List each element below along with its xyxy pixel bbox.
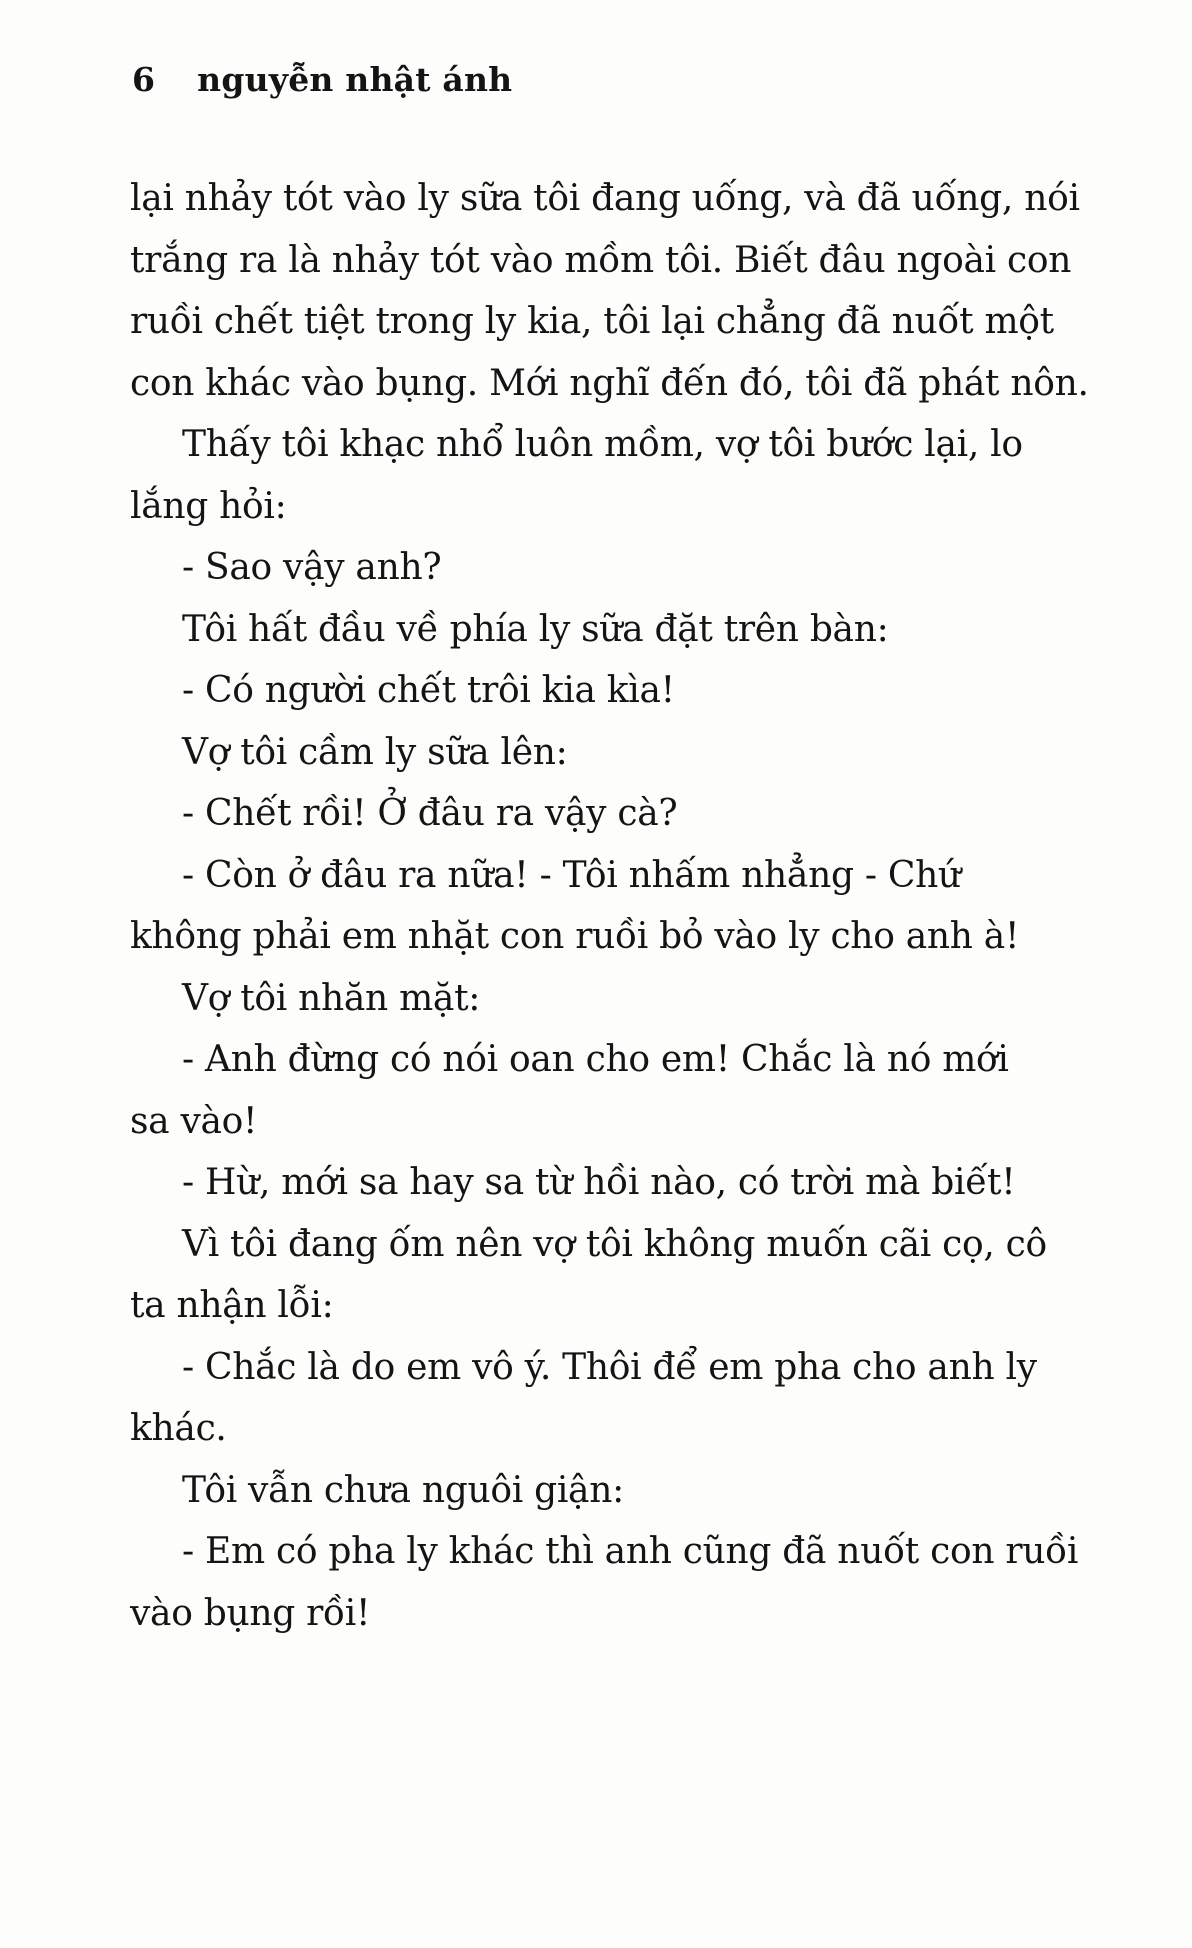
paragraph xyxy=(130,968,1110,1030)
paragraph xyxy=(130,1152,1110,1214)
author-name: nguyễn nhật ánh xyxy=(197,60,513,99)
text-line: - Có người chết trôi kia kìa! xyxy=(182,670,675,711)
text-line: - Chết rồi! Ở đâu ra vậy cà? xyxy=(182,793,678,834)
text-line: lắng hỏi: xyxy=(130,485,287,527)
paragraph xyxy=(130,599,1110,661)
text-line: ta nhận lỗi: xyxy=(130,1285,334,1326)
text-line: Vì tôi đang ốm nên vợ tôi không muốn cãi cọ, cô xyxy=(182,1223,1047,1265)
text-line: Thấy tôi khạc nhổ luôn mồm, vợ tôi bước lại, lo xyxy=(182,424,1023,465)
text-line: ruồi chết tiệt trong ly kia, tôi lại chẳng đã nuốt một xyxy=(130,301,1054,342)
text-line: - Sao vậy anh? xyxy=(182,547,442,588)
paragraph xyxy=(130,660,1110,722)
paragraph xyxy=(130,722,1110,784)
text-line: Vợ tôi nhăn mặt: xyxy=(182,977,481,1019)
text-line: lại nhảy tót vào ly sữa tôi đang uống, và đã uống, nói xyxy=(130,178,1080,219)
text-line: khác. xyxy=(130,1408,227,1449)
page-body xyxy=(130,168,1110,1644)
paragraph xyxy=(130,1460,1110,1522)
paragraph xyxy=(130,414,1110,537)
text-line: - Em có pha ly khác thì anh cũng đã nuốt con ruồi xyxy=(182,1531,1079,1572)
text-line: vào bụng rồi! xyxy=(130,1592,371,1634)
text-line: con khác vào bụng. Mới nghĩ đến đó, tôi đã phát nôn. xyxy=(130,362,1089,404)
paragraph xyxy=(130,845,1110,968)
page-number: 6 xyxy=(132,60,156,99)
paragraph xyxy=(130,1337,1110,1460)
text-line: - Hừ, mới sa hay sa từ hồi nào, có trời mà biết! xyxy=(182,1162,1016,1203)
text-line: - Anh đừng có nói oan cho em! Chắc là nó mới xyxy=(182,1039,1009,1080)
paragraph xyxy=(130,168,1110,414)
text-line: không phải em nhặt con ruồi bỏ vào ly cho anh à! xyxy=(130,916,1020,957)
paragraph xyxy=(130,1214,1110,1337)
text-line: Vợ tôi cầm ly sữa lên: xyxy=(182,731,568,773)
paragraph xyxy=(130,783,1110,845)
text-line: - Còn ở đâu ra nữa! - Tôi nhấm nhẳng - Chứ xyxy=(182,854,961,896)
running-header xyxy=(132,60,512,99)
paragraph xyxy=(130,1029,1110,1152)
text-line: Tôi vẫn chưa nguôi giận: xyxy=(182,1469,624,1511)
text-line: sa vào! xyxy=(130,1100,258,1142)
paragraph xyxy=(130,1521,1110,1644)
text-line: Tôi hất đầu về phía ly sữa đặt trên bàn: xyxy=(182,608,889,650)
paragraph xyxy=(130,537,1110,599)
text-line: trắng ra là nhảy tót vào mồm tôi. Biết đâu ngoài con xyxy=(130,239,1072,281)
text-line: - Chắc là do em vô ý. Thôi để em pha cho anh ly xyxy=(182,1346,1037,1388)
